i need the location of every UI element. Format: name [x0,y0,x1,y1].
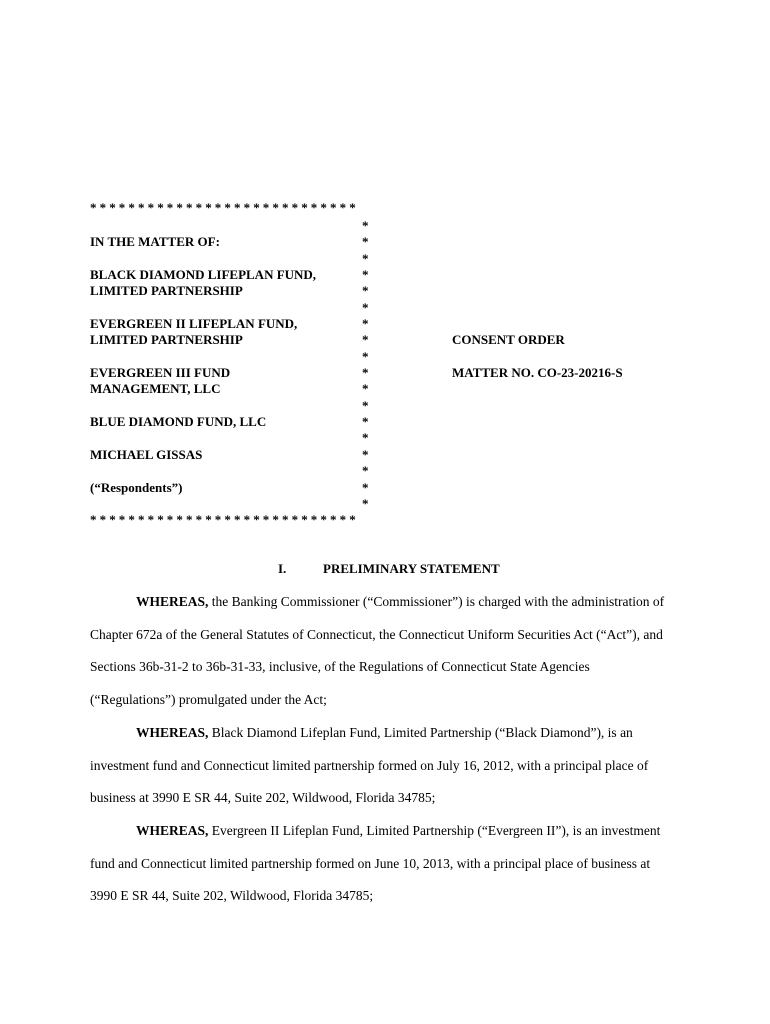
respondents-label: (“Respondents”) [90,480,183,495]
consent-order-title: CONSENT ORDER [452,332,565,347]
respondent-blue-diamond: BLUE DIAMOND FUND, LLC [90,414,267,429]
respondent-black-diamond [90,267,316,299]
respondent-michael-gissas: MICHAEL GISSAS [90,447,203,462]
star: * [362,234,369,249]
star: * [362,480,369,495]
whereas-lead: WHEREAS, [136,725,209,740]
star: * [362,463,369,478]
caption-top-star-border: **************************** [90,200,359,215]
respondent-line: EVERGREEN III FUND [90,365,231,380]
section-number: I. [278,561,287,576]
star: * [362,414,369,429]
paragraph-1-line-4: (“Regulations”) promulgated under the Act; [90,692,327,707]
star: * [362,251,369,266]
respondent-line: LIMITED PARTNERSHIP [90,332,243,347]
respondent-evergreen-ii [90,316,297,348]
paragraph-3-line-2: fund and Connecticut limited partnership formed on June 10, 2013, with a principal place of business at [90,856,651,871]
whereas-lead: WHEREAS, [136,823,209,838]
star: * [362,332,369,347]
respondent-evergreen-iii [90,365,230,397]
star: * [362,267,369,282]
whereas-lead: WHEREAS, [136,594,209,609]
star: * [362,283,369,298]
star: * [362,349,369,364]
matter-number: MATTER NO. CO-23-20216-S [452,365,623,380]
star: * [362,300,369,315]
paragraph-1-line-1 [136,594,664,610]
respondent-line: MANAGEMENT, LLC [90,381,221,396]
section-title: PRELIMINARY STATEMENT [323,561,500,576]
star: * [362,398,369,413]
paragraph-text: Evergreen II Lifeplan Fund, Limited Partnership (“Evergreen II”), is an investment [208,823,661,838]
star: * [362,430,369,445]
paragraph-text: Black Diamond Lifeplan Fund, Limited Partnership (“Black Diamond”), is an [208,725,633,740]
star: * [362,496,369,511]
respondent-line: BLACK DIAMOND LIFEPLAN FUND, [90,267,317,282]
paragraph-3-line-1 [136,823,660,839]
respondent-line: EVERGREEN II LIFEPLAN FUND, [90,316,298,331]
respondent-line: LIMITED PARTNERSHIP [90,283,243,298]
paragraph-2-line-2: investment fund and Connecticut limited partnership formed on July 16, 2012, with a principal place of [90,758,649,773]
paragraph-3-line-3: 3990 E SR 44, Suite 202, Wildwood, Florida 34785; [90,888,374,903]
caption-bottom-star-border: **************************** [90,512,359,527]
matter-of-heading: IN THE MATTER OF: [90,234,220,249]
star: * [362,365,369,380]
paragraph-text: the Banking Commissioner (“Commissioner”) is charged with the administration of [208,594,665,609]
paragraph-1-line-2: Chapter 672a of the General Statutes of Connecticut, the Connecticut Uniform Securities Act (“Act”), and [90,627,663,642]
paragraph-2-line-3: business at 3990 E SR 44, Suite 202, Wildwood, Florida 34785; [90,790,436,805]
paragraph-2-line-1 [136,725,633,741]
star: * [362,447,369,462]
star: * [362,316,369,331]
star: * [362,218,369,233]
paragraph-1-line-3: Sections 36b-31-2 to 36b-31-33, inclusive, of the Regulations of Connecticut State Agencies [90,659,590,674]
star: * [362,381,369,396]
